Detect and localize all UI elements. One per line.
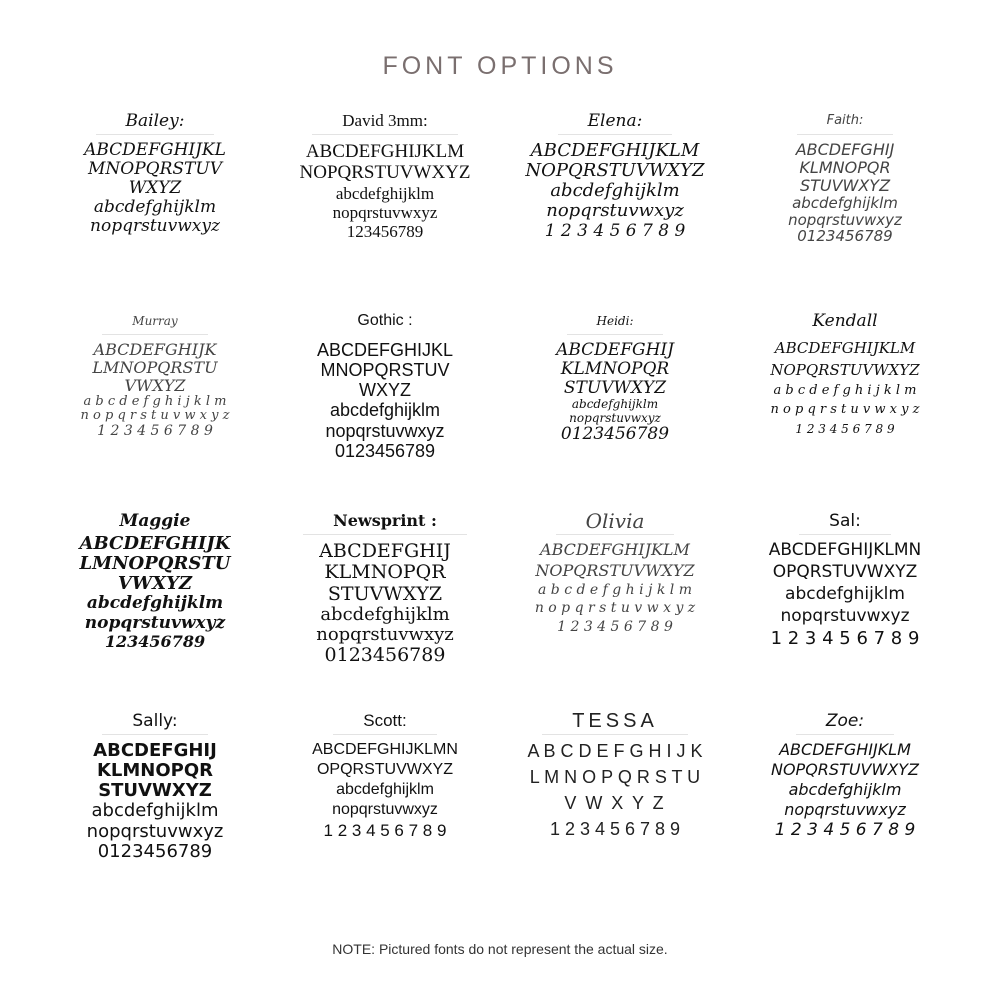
sample-line: A B C D E F G H I J K <box>527 741 703 761</box>
sample-line: nopqrstuvwxyz <box>546 200 684 222</box>
sample-line: ABCDEFGHIJKLMN <box>312 741 458 758</box>
sample-line: 0123456789 <box>797 227 893 246</box>
font-sample-faith <box>730 100 960 300</box>
font-sample-gothic <box>270 300 500 500</box>
sample-line: STUVWXYZ <box>98 780 212 802</box>
font-name: Murray <box>102 310 207 335</box>
sample-line: ABCDEFGHIJ <box>795 140 895 159</box>
sample-line: nopqrstuvwxyz <box>780 606 910 627</box>
sample-line: ABCDEFGHIJ <box>319 540 451 562</box>
sample-line: LMNOPQRSTU <box>79 553 231 575</box>
sample-line: STUVWXYZ <box>327 582 443 605</box>
font-name: Bailey: <box>96 110 215 135</box>
sample-line: OPQRSTUVWXYZ <box>772 562 918 583</box>
sample-line: 0123456789 <box>334 440 436 461</box>
sample-line: NOPQRSTUVWXYZ <box>299 162 471 184</box>
sample-line: ABCDEFGHIJKL <box>84 140 226 160</box>
font-name: TESSA <box>542 710 688 735</box>
font-name: Newsprint : <box>303 510 467 535</box>
sample-line: abcdefghijklm <box>785 584 905 605</box>
font-name: Olivia <box>556 510 675 535</box>
sample-line: abcdefghijklm <box>788 779 902 799</box>
sample-line: NOPQRSTUVWXYZ <box>535 560 695 580</box>
sample-line: n o p q r s t u v w x y z <box>770 402 920 418</box>
font-sample-david-3mm <box>270 100 500 300</box>
sample-line: nopqrstuvwxyz <box>332 202 438 222</box>
font-name: Scott: <box>333 710 436 735</box>
sample-line: 1 2 3 4 5 6 7 8 9 <box>323 820 447 840</box>
sample-line: KLMNOPQR <box>560 359 670 380</box>
sample-line: 1 2 3 4 5 6 7 8 9 <box>549 819 681 840</box>
font-name: Zoe: <box>796 710 894 735</box>
font-sample-elena <box>500 100 730 300</box>
sample-line: a b c d e f g h i j k l m <box>83 393 227 409</box>
font-name: Kendall <box>812 311 878 331</box>
sample-line: nopqrstuvwxyz <box>316 623 454 645</box>
sample-line: L M N O P Q R S T U <box>529 767 701 788</box>
font-sample-kendall <box>730 300 960 500</box>
font-name: Sally: <box>102 710 207 735</box>
sample-line: ABCDEFGHIJK <box>93 340 217 359</box>
sample-line: 1 2 3 4 5 6 7 8 9 <box>795 421 895 436</box>
font-sample-sally <box>40 700 270 900</box>
sample-line: ABCDEFGHIJK <box>79 533 231 554</box>
sample-line: ABCDEFGHIJKLM <box>774 339 916 357</box>
sample-line: 0123456789 <box>560 423 670 444</box>
sample-line: 1 2 3 4 5 6 7 8 9 <box>544 220 686 241</box>
sample-line: abcdefghijklm <box>571 397 659 412</box>
sample-line: abcdefghijklm <box>792 193 898 212</box>
sample-line: 1 2 3 4 5 6 7 8 9 <box>557 619 673 636</box>
size-disclaimer-note: NOTE: Pictured fonts do not represent the actual size. <box>332 941 668 957</box>
sample-line: n o p q r s t u v w x y z <box>80 408 230 424</box>
font-samples-grid <box>40 100 960 900</box>
sample-line: WXYZ <box>359 380 411 401</box>
sample-line: WXYZ <box>128 178 182 199</box>
sample-line: V W X Y Z <box>564 793 666 814</box>
sample-line: nopqrstuvwxyz <box>86 820 224 842</box>
sample-line: NOPQRSTUVWXYZ <box>770 360 920 379</box>
sample-line: nopqrstuvwxyz <box>325 420 445 441</box>
sample-line: KLMNOPQR <box>324 561 446 584</box>
sample-line: 123456789 <box>104 631 206 651</box>
sample-line: nopqrstuvwxyz <box>84 612 226 633</box>
sample-line: abcdefghijklm <box>336 780 434 798</box>
sample-line: VWXYZ <box>124 375 186 395</box>
font-sample-murray <box>40 300 270 500</box>
sample-line: 0123456789 <box>324 644 446 667</box>
font-sample-heidi <box>500 300 730 500</box>
sample-line: ABCDEFGHIJKL <box>316 340 454 360</box>
sample-line: 1 2 3 4 5 6 7 8 9 <box>97 422 213 439</box>
sample-line: nopqrstuvwxyz <box>90 216 220 237</box>
sample-line: nopqrstuvwxyz <box>569 410 661 425</box>
sample-line: 0123456789 <box>97 840 213 862</box>
font-name: Sal: <box>799 510 891 535</box>
sample-line: nopqrstuvwxyz <box>332 800 438 818</box>
sample-line: 1 2 3 4 5 6 7 8 9 <box>774 819 916 840</box>
sample-line: ABCDEFGHIJKLM <box>540 540 690 559</box>
sample-line: abcdefghijklm <box>335 183 435 203</box>
font-sample-olivia <box>500 500 730 700</box>
sample-line: VWXYZ <box>117 573 193 595</box>
sample-line: NOPQRSTUVWXYZ <box>525 160 705 182</box>
sample-line: nopqrstuvwxyz <box>784 799 906 819</box>
font-sample-newsprint <box>270 500 500 700</box>
sample-line: 1 2 3 4 5 6 7 8 9 <box>770 628 920 650</box>
font-sample-tessa <box>500 700 730 900</box>
sample-line: abcdefghijklm <box>91 800 219 822</box>
sample-line: OPQRSTUVWXYZ <box>316 760 453 778</box>
sample-line: ABCDEFGHIJKLM <box>530 140 700 161</box>
font-sample-maggie <box>40 500 270 700</box>
sample-line: nopqrstuvwxyz <box>788 210 902 229</box>
sample-line: abcdefghijklm <box>86 593 224 614</box>
font-name: Elena: <box>558 110 673 135</box>
sample-line: ABCDEFGHIJKLMN <box>768 540 922 560</box>
sample-line: ABCDEFGHIJKLM <box>305 141 465 162</box>
sample-line: NOPQRSTUVWXYZ <box>770 759 920 779</box>
font-name: Heidi: <box>567 310 664 335</box>
sample-line: abcdefghijklm <box>550 180 680 202</box>
sample-line: ABCDEFGHIJKLM <box>779 740 911 759</box>
font-sample-scott <box>270 700 500 900</box>
sample-line: abcdefghijklm <box>93 197 217 218</box>
sample-line: n o p q r s t u v w x y z <box>534 600 696 617</box>
font-name: David 3mm: <box>312 110 457 135</box>
font-name: Gothic : <box>357 312 413 329</box>
font-name: Faith: <box>797 110 894 135</box>
sample-line: a b c d e f g h i j k l m <box>773 382 917 398</box>
sample-line: abcdefghijklm <box>320 603 450 625</box>
sample-line: abcdefghijklm <box>329 400 441 421</box>
font-sample-sal <box>730 500 960 700</box>
font-name: Maggie <box>119 511 191 531</box>
sample-line: ABCDEFGHIJ <box>556 340 674 360</box>
font-sample-zoe <box>730 700 960 900</box>
sample-line: STUVWXYZ <box>563 378 667 399</box>
sample-line: LMNOPQRSTU <box>92 357 218 377</box>
sample-line: ABCDEFGHIJ <box>93 740 217 761</box>
sample-line: KLMNOPQR <box>799 157 891 177</box>
sample-line: a b c d e f g h i j k l m <box>537 581 692 598</box>
sample-line: 123456789 <box>346 221 424 241</box>
sample-line: MNOPQRSTUV <box>320 360 450 381</box>
sample-line: KLMNOPQR <box>96 760 214 782</box>
font-sample-bailey <box>40 100 270 300</box>
page-title: FONT OPTIONS <box>382 52 618 80</box>
sample-line: STUVWXYZ <box>799 175 891 195</box>
sample-line: MNOPQRSTUV <box>88 159 222 180</box>
